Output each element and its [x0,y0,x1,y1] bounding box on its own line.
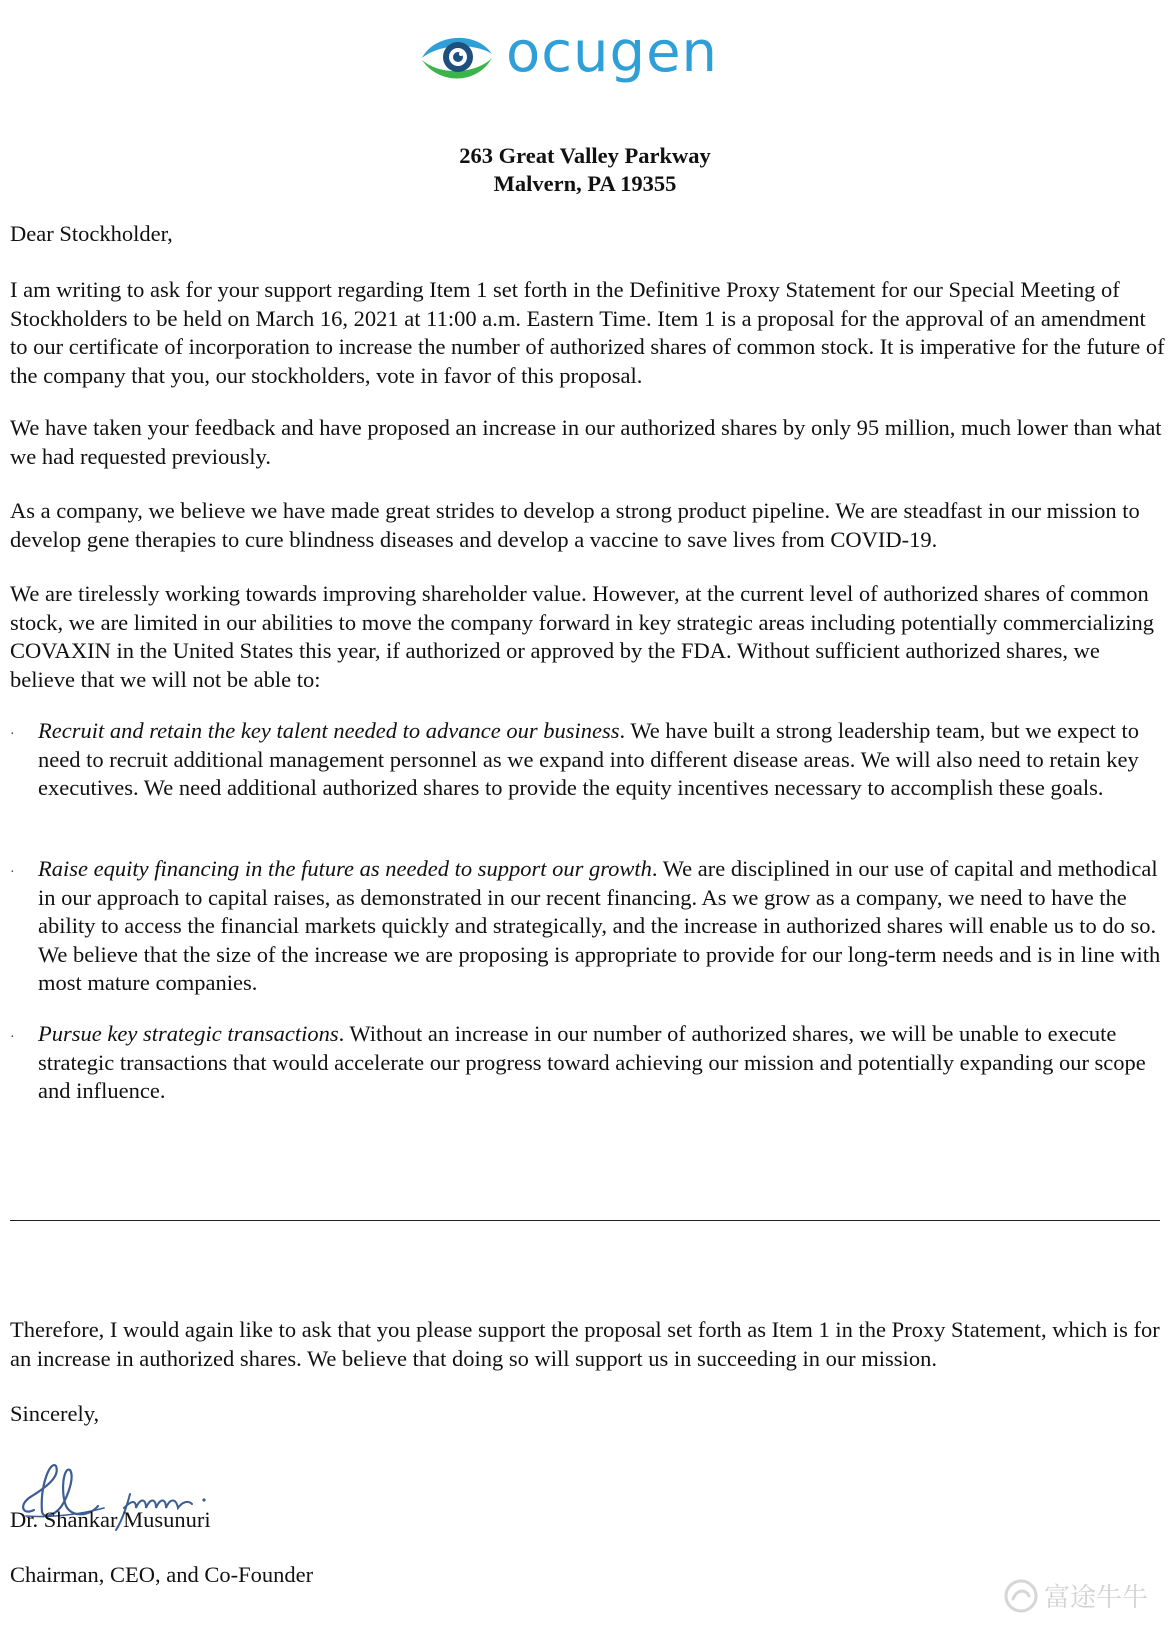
bullet-lead: Raise equity financing in the future as needed to support our growth [38,856,652,881]
bullet-lead: Recruit and retain the key talent needed to advance our business [38,718,620,743]
watermark-icon [1004,1579,1038,1613]
section-divider [10,1220,1160,1221]
bullet-transactions [38,1020,1168,1106]
closing-paragraph: Therefore, I would again like to ask that you please support the proposal set forth as Item 1 in the Proxy Statement, which is for an increase in authorized shares. We believe that doing so will support us in succeeding in our mission. [10,1317,1160,1371]
signer-name: Dr. Shankar Musunuri [10,1507,211,1532]
signer-title: Chairman, CEO, and Co-Founder [10,1562,314,1587]
bullet-recruit [38,717,1168,803]
eye-logo-icon [418,24,496,90]
ocugen-logo [418,20,719,90]
bullet-body: . Without an increase in our number of authorized shares, we will be unable to execute strategic transactions that would accelerate our progress toward achieving our mission and potentially expanding our scope and influence. [38,1021,1146,1104]
logo-text: ocugen [506,20,719,85]
bullet-financing [38,855,1168,998]
bullet-marker: · [10,727,15,742]
signoff: Sincerely, [10,1401,100,1426]
bullet-lead: Pursue key strategic transactions [38,1021,339,1046]
watermark-text: 富途牛牛 [1043,1583,1148,1613]
address-line-1: 263 Great Valley Parkway [459,143,711,168]
bullet-body: . We are disciplined in our use of capital and methodical in our approach to capital raises, as demonstrated in our recent financing. As we grow as a company, we need to have the ability to access the financial markets quickly and strategically, and the increase in authorized shares will enable us to do so. We believe that the size of the increase we are proposing is appropriate to provide for our long-term needs and is in line with most mature companies. [38,856,1161,996]
paragraph-shareholder-value: We are tirelessly working towards improving shareholder value. However, at the current level of authorized shares of common stock, we are limited in our abilities to move the company forward in key strategic areas including potentially commercializing COVAXIN in the United States this year, if authorized or approved by the FDA. Without sufficient authorized shares, we believe that we will not be able to: [10,581,1155,692]
salutation: Dear Stockholder, [10,221,173,246]
bullet-marker: · [10,865,15,880]
watermark [1004,1577,1148,1614]
address-line-2: Malvern, PA 19355 [493,171,677,196]
bullet-marker: · [10,1030,15,1045]
bullet-body: . We have built a strong leadership team, but we expect to need to recruit additional management personnel as we expand into different disease areas. We will also need to retain key executives. We need additional authorized shares to provide the equity incentives necessary to accomplish these goals. [38,718,1140,801]
paragraph-feedback: We have taken your feedback and have proposed an increase in our authorized shares by only 95 million, much lower than what we had requested previously. [10,415,1162,469]
paragraph-pipeline: As a company, we believe we have made great strides to develop a strong product pipeline. We are steadfast in our mission to develop gene therapies to cure blindness diseases and develop a vaccine to save lives from COVID-19. [10,498,1140,552]
paragraph-meeting: I am writing to ask for your support regarding Item 1 set forth in the Definitive Proxy Statement for our Special Meeting of Stockholders to be held on March 16, 2021 at 11:00 a.m. Eastern Time. Item 1 is a proposal for the approval of an amendment to our certificate of incorporation to increase the number of authorized shares of common stock. It is imperative for the future of the company that you, our stockholders, vote in favor of this proposal. [10,277,1165,388]
